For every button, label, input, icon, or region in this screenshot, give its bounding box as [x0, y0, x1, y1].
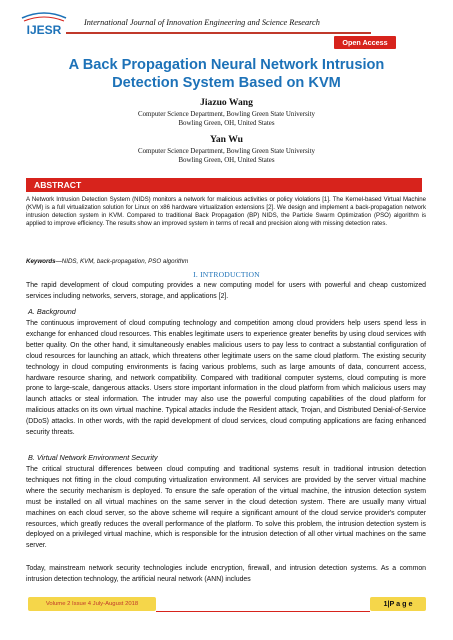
- journal-logo: [20, 12, 68, 40]
- security-tech-paragraph: Today, mainstream network security technologies include encryption, firewall, and intrusion detection systems. As a common intrusion detection technology, the artificial neural network (ANN) includes: [26, 565, 426, 583]
- open-access-badge: Open Access: [334, 36, 396, 49]
- title-line-2: Detection System Based on KVM: [112, 75, 341, 91]
- logo-text: IJESR: [26, 23, 62, 37]
- affiliation-line: Computer Science Department, Bowling Green State University: [137, 148, 315, 155]
- footer-page-number: 1|P a g e: [370, 597, 426, 611]
- abstract-text: A Network Intrusion Detection System (NIDS) monitors a network for malicious activities or policy violations [1]. The Kernel-based Virtual Machine (KVM) is a full virtualization solution for Linux on x86 hardware virtualization extensions [2]. We design and implement a back-propagation network intrusion detection system in KVM. Compared to traditional Back Propagation (BP) NIDS, the Particle Swarm Optimization (PSO) algorithm is applied to improve efficiency. The results show an improved system in terms of recall and precision along with missing detection rates.: [26, 196, 426, 228]
- author-name-2: Yan Wu: [210, 134, 243, 145]
- section-heading-introduction: I. INTRODUCTION: [193, 270, 260, 279]
- author-affiliation-1: [0, 110, 453, 129]
- journal-name: International Journal of Innovation Engineering and Science Research: [84, 18, 320, 27]
- affiliation-line: Bowling Green, OH, United States: [178, 120, 275, 128]
- footer-volume: Volume 2 Issue 4 July-August 2018: [28, 597, 156, 611]
- abstract-bar: [26, 178, 422, 192]
- keywords-text: —NIDS, KVM, back-propagation, PSO algorithm: [55, 258, 189, 265]
- title-line-1: A Back Propagation Neural Network Intrusion: [68, 57, 385, 73]
- keywords: [26, 258, 426, 265]
- affiliation-line: Bowling Green, OH, United States: [178, 157, 275, 165]
- background-paragraph: The continuous improvement of cloud computing technology and competition among cloud providers help users spend less in exchange for enhanced cloud resources. This enables legitimate users to experience greater benefits by using cloud services with better quality. On the other hand, it simultaneously enables malicious users to pay less to contract a substantial configuration of cloud resources for launching an attack, which threatens other legitimate users on the same cloud platform. The existing security technology in cloud computing environments is facing various problems, such as large amounts of data, concurrent access, hardware resource sharing, and network compatibility. Compared with traditional computer systems, cloud computing is more prone to large-scale, dangerous attacks. Users store important information in the cloud platform from which malicious users may launch attacks or steal information. The intruder may also use the powerful computing capabilities of the cloud platform for malicious attacks on its own virtual machine. Typical attacks include the Resident attack, Trojan, and Distributed Denial-of-Service (DDoS) attacks. In other words, with the rapid development of cloud services, cloud computing applications are facing enhanced security threats.: [26, 320, 426, 437]
- intro-paragraph: The rapid development of cloud computing provides a new computing model for users with powerful and cheap customized services including networks, servers, storage, and applications [2].: [26, 282, 426, 300]
- abstract-heading: ABSTRACT: [34, 180, 82, 190]
- keywords-label: Keywords: [26, 258, 56, 265]
- header-rule: [66, 32, 371, 34]
- affiliation-line: Computer Science Department, Bowling Green State University: [137, 111, 315, 118]
- author-name-1: Jiazuo Wang: [200, 97, 253, 108]
- virtual-network-paragraph: The critical structural differences between cloud computing and traditional systems result in traditional intrusion detection techniques not fitting in the cloud computing virtualization environment. All services are provided by the server virtual machine where the security mechanism is deployed. To ensure the safe operation of the virtual machine, the intrusion detection system must be installed on all virtual machines on the same server in the cloud detection system. There are usually many virtual machines on each cloud server, so the above scheme will require a significant amount of the cloud service provider's computer resources, which greatly reduces the overall performance of the platform. To solve this problem, the intrusion detection system is deployed on a privileged virtual machine, which is responsible for the intrusion detection of all other virtual machines on the same server.: [26, 466, 426, 550]
- paper-title: [40, 56, 413, 92]
- footer-rule: [156, 611, 370, 612]
- subsection-heading-virtual-network: B. Virtual Network Environment Security: [28, 453, 158, 462]
- author-affiliation-2: [0, 147, 453, 166]
- subsection-heading-background: A. Background: [28, 307, 76, 316]
